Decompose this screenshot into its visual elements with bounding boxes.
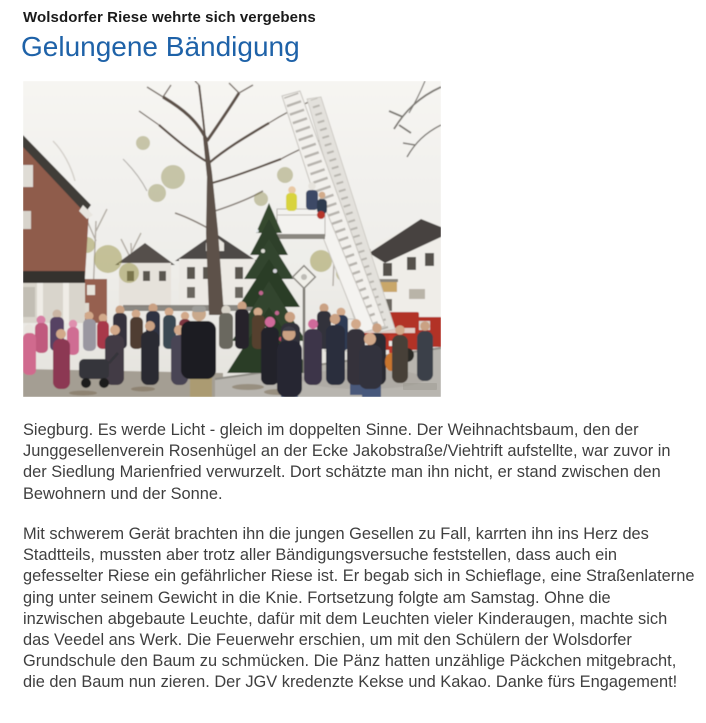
article-paragraph-2: Mit schwerem Gerät brachten ihn die jungen Gesellen zu Fall, karrten ihn ins Herz des Stadtteils, mussten aber trotz aller Bändigungsversuche feststellen, dass auch ein gefesselter Riese ein gefährlicher Riese ist. Er begab sich in Schieflage, eine Straßenlaterne ging unter seinem Gewicht in die Knie. Fortsetzung folgte am Samstag. Ohne die inzwischen abgebaute Leuchte, dafür mit dem Leuchten vieler Kinderaugen, machte sich das Veedel ans Werk. Die Feuerwehr erschien, um mit den Schülern der Wolsdorfer Grundschule den Baum zu schmücken. Die Pänz hatten unzählige Päckchen mitgebracht, die den Baum nun zieren. Der JGV kredenzte Kekse und Kakao. Danke fürs Engagement!: [23, 525, 695, 692]
article-photo: [23, 81, 441, 397]
photo-illustration: [23, 81, 441, 397]
article-title: Gelungene Bändigung: [21, 31, 300, 62]
article-paragraph-1: Siegburg. Es werde Licht - gleich im doppelten Sinne. Der Weihnachtsbaum, den der Junggesellenverein Rosenhügel an der Ecke Jakobstraße/Viehtrift aufstellte, war zuvor in der Siedlung Marienfried verwurzelt. Dort schätzte man ihn nicht, er stand zwischen den Bewohnern und der Sonne.: [23, 421, 671, 503]
article-kicker: Wolsdorfer Riese wehrte sich vergebens: [23, 9, 316, 26]
photo-watermark: [403, 383, 437, 390]
